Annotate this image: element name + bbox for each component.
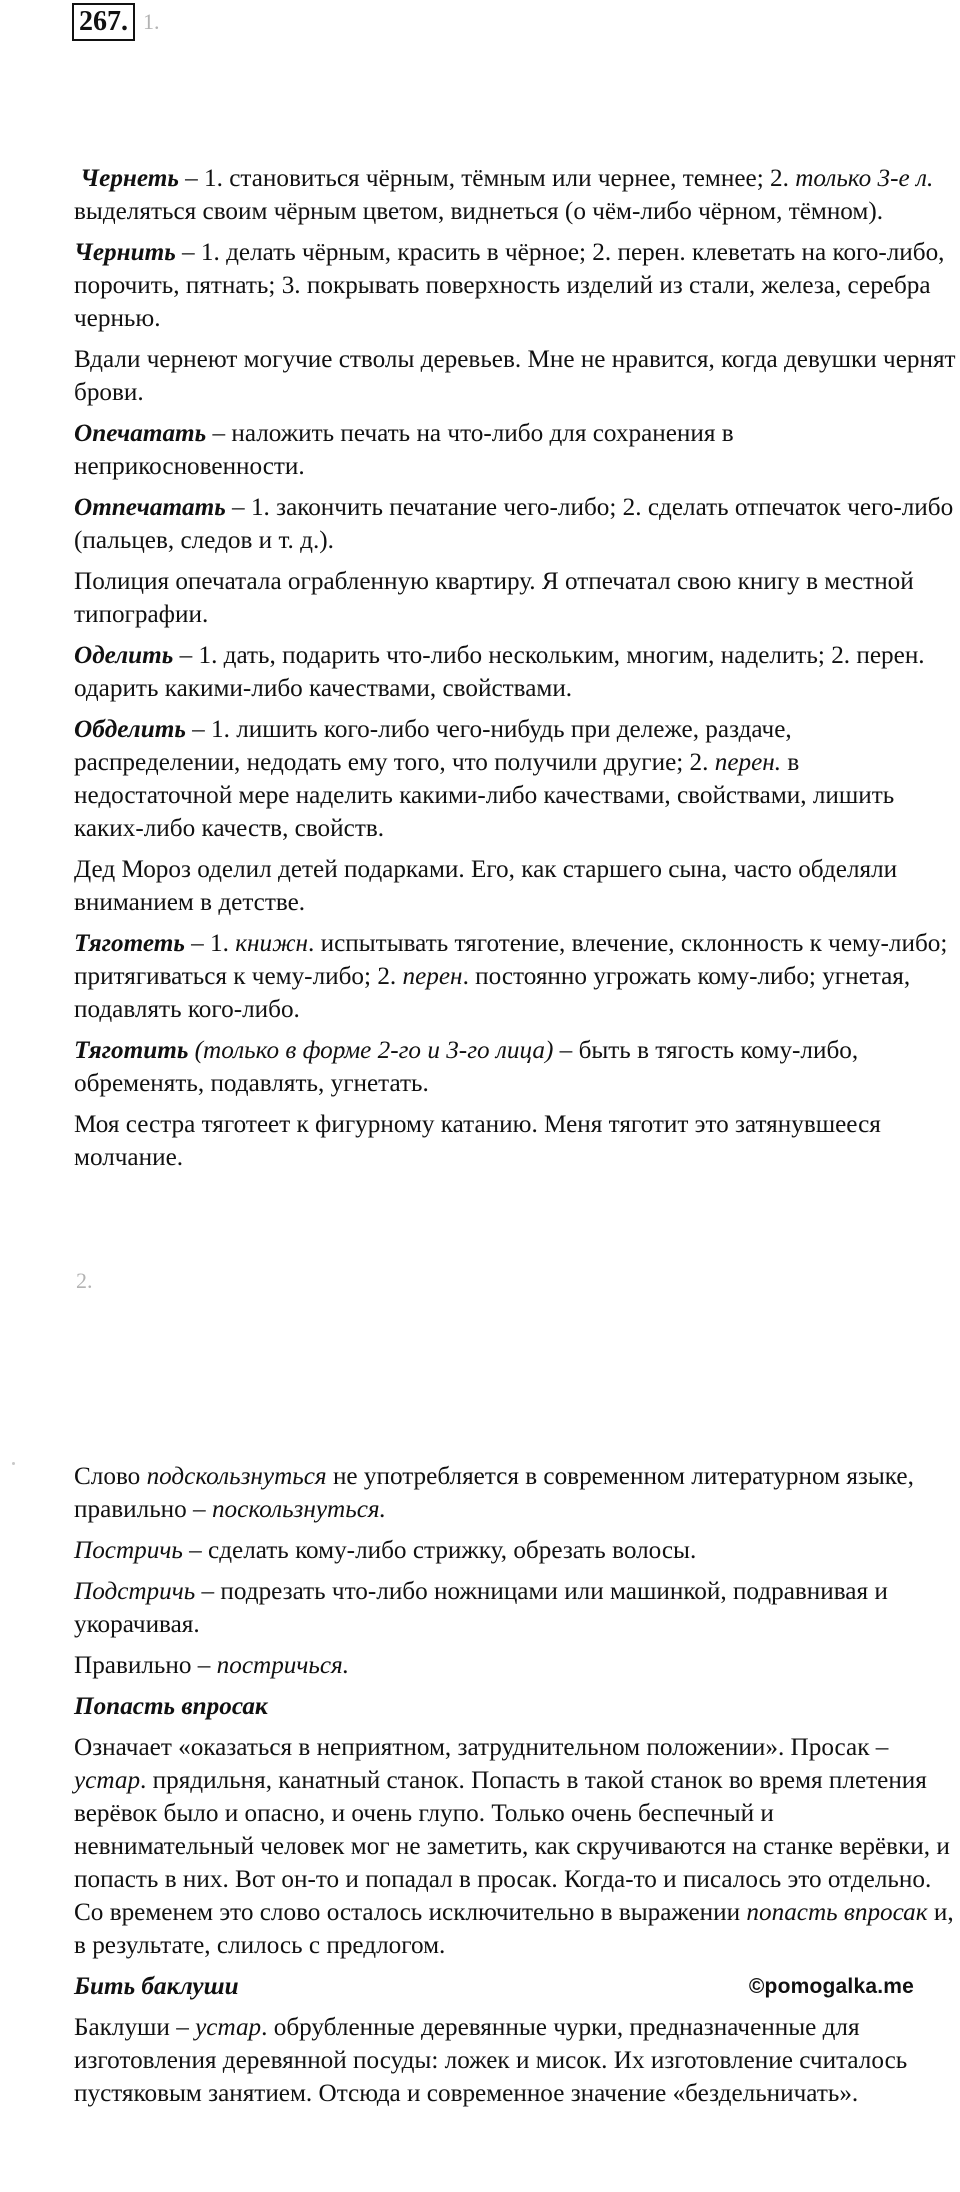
text-run-italic: (только в форме 2-го и 3-го лица) [188,1037,554,1064]
watermark: ©pomogalka.me [748,1975,914,1998]
text-run: и, в результате, слилось с предлогом. [74,1899,954,1959]
term: Обделить [74,716,186,743]
exercise-header [72,2,160,42]
section-heading [74,1970,960,2003]
text-run-italic: перен. [714,749,782,776]
text-run: – 1. становиться чёрным, тёмным или чернее, темнее; 2. [178,165,796,192]
paragraph [74,343,960,409]
term: Тяготить [74,1037,189,1064]
text-run: Правильно – [74,1652,217,1679]
paragraph [74,1731,960,1962]
text-run: Дед Мороз оделил детей подарками. Его, как старшего сына, часто обделяли вниманием в детстве. [74,856,898,916]
term: Отпечатать [74,494,226,521]
text-run: – 1. дать, подарить что-либо нескольким, многим, наделить; 2. перен. одарить какими-либо качествами, свойствами. [74,642,925,702]
paragraph [74,1649,960,1682]
text-run-italic: попасть впросак [746,1899,928,1926]
text-run: Баклуши – [74,2014,196,2041]
exercise-number: 267. [72,3,135,41]
text-run: выделяться своим чёрным цветом, виднеться (о чём-либо чёрном, тёмном). [74,198,884,225]
term: Тяготеть [74,930,185,957]
text-run: Моя сестра тяготеет к фигурному катанию. Меня тяготит это затянувшееся молчание. [74,1111,881,1171]
text-run: Вдали чернеют могучие стволы деревьев. Мне не нравится, когда девушки чернят брови. [74,346,956,406]
heading-bit-baklushi: Бить баклуши [74,1973,239,2000]
text-run-italic: Подстричь [74,1578,196,1605]
paragraph [74,927,960,1026]
text-run-italic: только 3-е л. [795,165,934,192]
section-heading [74,1690,960,1723]
text-run-italic: Постричь [74,1537,183,1564]
paragraph [74,1460,960,1526]
term: Чернеть [80,165,179,192]
paragraph [74,1534,960,1567]
text-run-italic: подскользнуться [146,1463,327,1490]
text-run: . постоянно угрожать кому-либо; угнетая, подавлять кого-либо. [74,963,911,1023]
text-run: . обрубленные деревянные чурки, предназначенные для изготовления деревянной посуды: ложек и мисок. Их изготовление считалось пустяковым занятием. Отсюда и современное значение «бездельничать». [74,2014,908,2107]
paragraph [74,853,960,919]
text-run: Означает «оказаться в неприятном, затруднительном положении». Просак – [74,1734,889,1761]
text-run: – сделать кому-либо стрижку, обрезать волосы. [182,1537,697,1564]
paragraph [74,2011,960,2110]
term: Опечатать [74,420,207,447]
text-run: – 1. лишить кого-либо чего-нибудь при дележе, раздаче, распределении, недодать ему того, что получили другие; 2. [74,716,792,776]
paragraph [74,417,960,483]
paragraph [74,713,960,845]
paragraph [74,491,960,557]
paragraph [74,1034,960,1100]
text-run: Полиция опечатала ограбленную квартиру. Я отпечатал свою книгу в местной типографии. [74,568,914,628]
text-run: – 1. закончить печатание чего-либо; 2. сделать отпечаток чего-либо (пальцев, следов и т. д.). [74,494,954,554]
text-run: Слово [74,1463,147,1490]
text-run: . прядильня, канатный станок. Попасть в такой станок во время плетения верёвок было и опасно, и очень глупо. Только очень беспечный и невнимательный человек мог не заметить, как скручиваются на станке верёвки, и попасть в них. Вот он-то и попадал в просак. Когда-то и писалось это отдельно. Со временем это слово осталось исключительно в выражении [74,1767,950,1926]
text-run: – быть в тягость кому-либо, обременять, подавлять, угнетать. [74,1037,859,1097]
text-run-italic: книжн [235,930,309,957]
text-run: – подрезать что-либо ножницами или машинкой, подравнивая и укорачивая. [74,1578,888,1638]
text-run: – 1. [184,930,236,957]
text-run: в недостаточной мере наделить какими-либо качествами, свойствами, лишить каких-либо качеств, свойств. [74,749,895,842]
text-run: – 1. делать чёрным, красить в чёрное; 2. перен. клеветать на кого-либо, порочить, пятнать; 3. покрывать поверхность изделий из стали, железа, серебра чернью. [74,239,945,332]
text-run-italic: поскользнуться. [211,1496,386,1523]
text-run: . испытывать тяготение, влечение, склонность к чему-либо; притягиваться к чему-либо; 2. [74,930,948,990]
paragraph [74,1575,960,1641]
speck-mark [12,1462,15,1465]
section-1-text [74,162,960,1182]
paragraph [74,565,960,631]
section-2-label: 2. [76,1268,93,1293]
text-run: – наложить печать на что-либо для сохранения в неприкосновенности. [74,420,734,480]
text-run-italic: перен [402,963,463,990]
section-1-label: 1. [143,9,160,34]
paragraph [74,236,960,335]
paragraph [74,1108,960,1174]
section-2-text [74,1460,960,2118]
term: Чернить [74,239,176,266]
text-run-italic: постричься. [216,1652,350,1679]
heading-popast-vprosak: Попасть впросак [74,1693,268,1720]
term: Оделить [74,642,174,669]
text-run: не употребляется в современном литературном языке, правильно – [74,1463,914,1523]
text-run-italic: устар [74,1767,141,1794]
paragraph [74,639,960,705]
paragraph [74,162,960,228]
text-run-italic: устар [195,2014,262,2041]
